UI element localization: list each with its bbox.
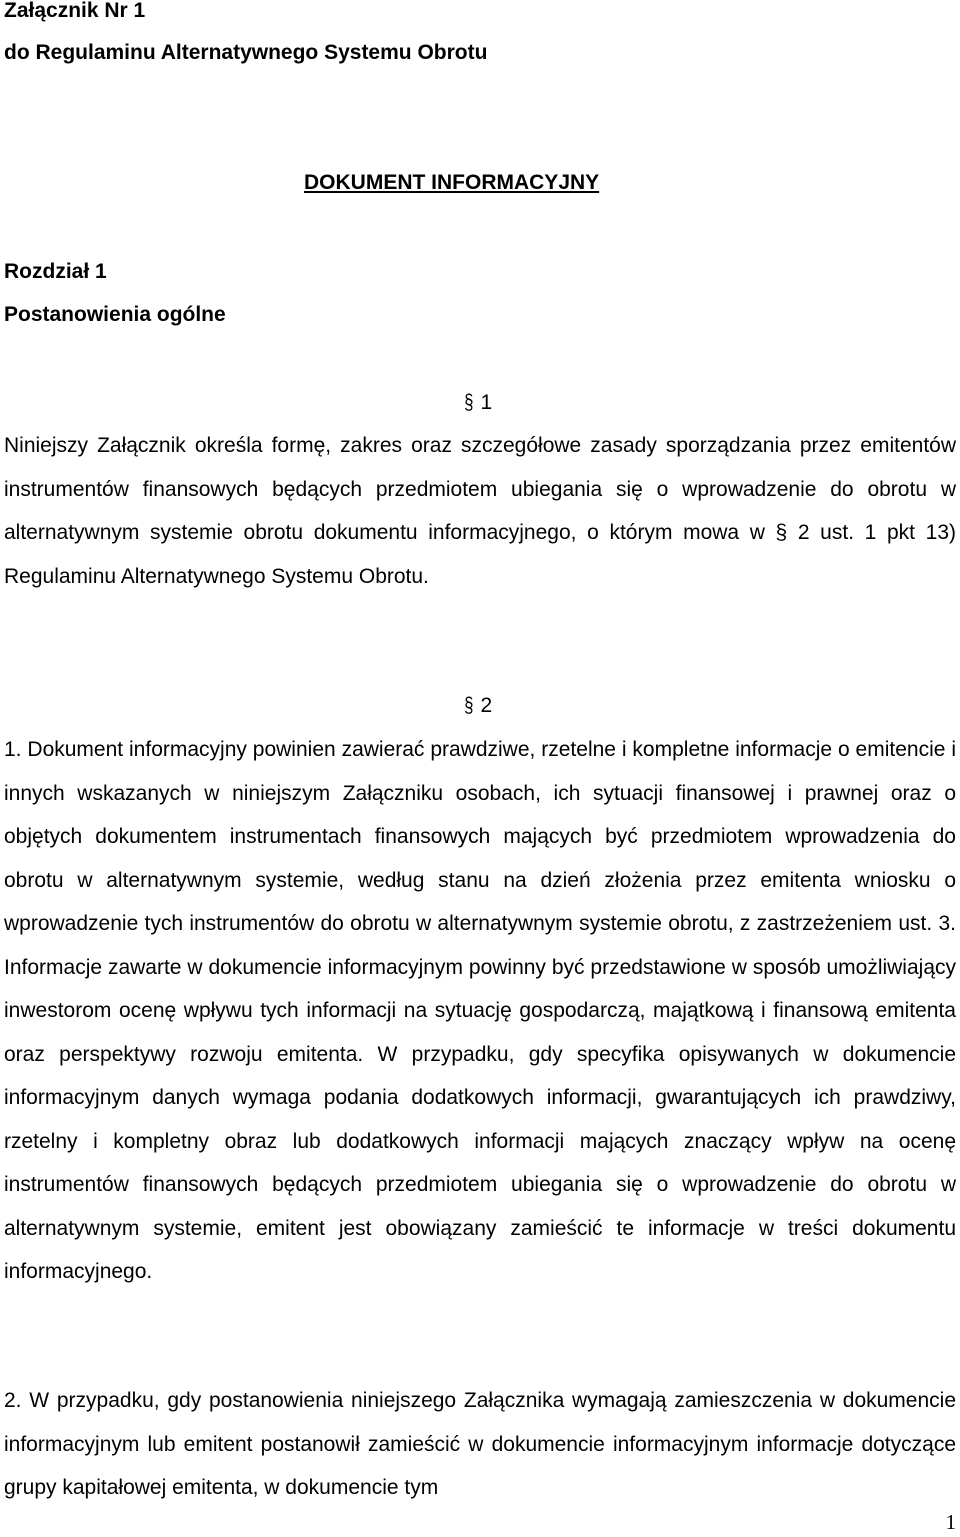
annex-subtitle: do Regulaminu Alternatywnego Systemu Obrotu <box>4 41 488 64</box>
chapter-number: Rozdział 1 <box>4 260 107 283</box>
document-title: DOKUMENT INFORMACYJNY <box>304 171 600 194</box>
section-1-number: 1 <box>480 391 493 414</box>
section-1-heading <box>463 390 492 416</box>
chapter-name: Postanowienia ogólne <box>4 303 226 326</box>
section-sign: § <box>464 391 474 414</box>
section-2-number: 2 <box>480 694 493 717</box>
section-2-paragraph-1: 1. Dokument informacyjny powinien zawierać prawdziwe, rzetelne i kompletne informacje o emitencie i innych wskazanych w niniejszym Załączniku osobach, ich sytuacji finansowej i prawnej oraz o objętych dokumentem instrumentach finansowych mających być przedmiotem wprowadzenia do obrotu w alternatywnym systemie, według stanu na dzień złożenia przez emitenta wniosku o wprowadzenie tych instrumentów do obrotu w alternatywnym systemie obrotu, z zastrzeżeniem ust. 3. Informacje zawarte w dokumencie informacyjnym powinny być przedstawione w sposób umożliwiający inwestorom ocenę wpływu tych informacji na sytuację gospodarczą, majątkową i finansową emitenta oraz perspektywy rozwoju emitenta. W przypadku, gdy specyfika opisywanych w dokumencie informacyjnym danych wymaga podania dodatkowych informacji, gwarantujących ich prawdziwy, rzetelny i kompletny obraz lub dodatkowych informacji mających znaczący wpływ na ocenę instrumentów finansowych będących przedmiotem ubiegania się o wprowadzenie do obrotu w alternatywnym systemie, emitent jest obowiązany zamieścić te informacje w treści dokumentu informacyjnego. <box>4 738 956 1283</box>
section-sign: § <box>464 694 474 717</box>
section-1-text: Niniejszy Załącznik określa formę, zakres oraz szczegółowe zasady sporządzania przez emitentów instrumentów finansowych będących przedmiotem ubiegania się o wprowadzenie do obrotu w alternatywnym systemie obrotu dokumentu informacyjnego, o którym mowa w § 2 ust. 1 pkt 13) Regulaminu Alternatywnego Systemu Obrotu. <box>4 434 956 588</box>
section-2-paragraph-2: 2. W przypadku, gdy postanowienia niniejszego Załącznika wymagają zamieszczenia w dokumencie informacyjnym lub emitent postanowił zamieścić w dokumencie informacyjnym informacje dotyczące grupy kapitałowej emitenta, w dokumencie tym <box>4 1389 956 1499</box>
annex-number: Załącznik Nr 1 <box>4 0 146 22</box>
page-number: 1 <box>945 1510 956 1534</box>
section-2-heading <box>463 693 492 719</box>
